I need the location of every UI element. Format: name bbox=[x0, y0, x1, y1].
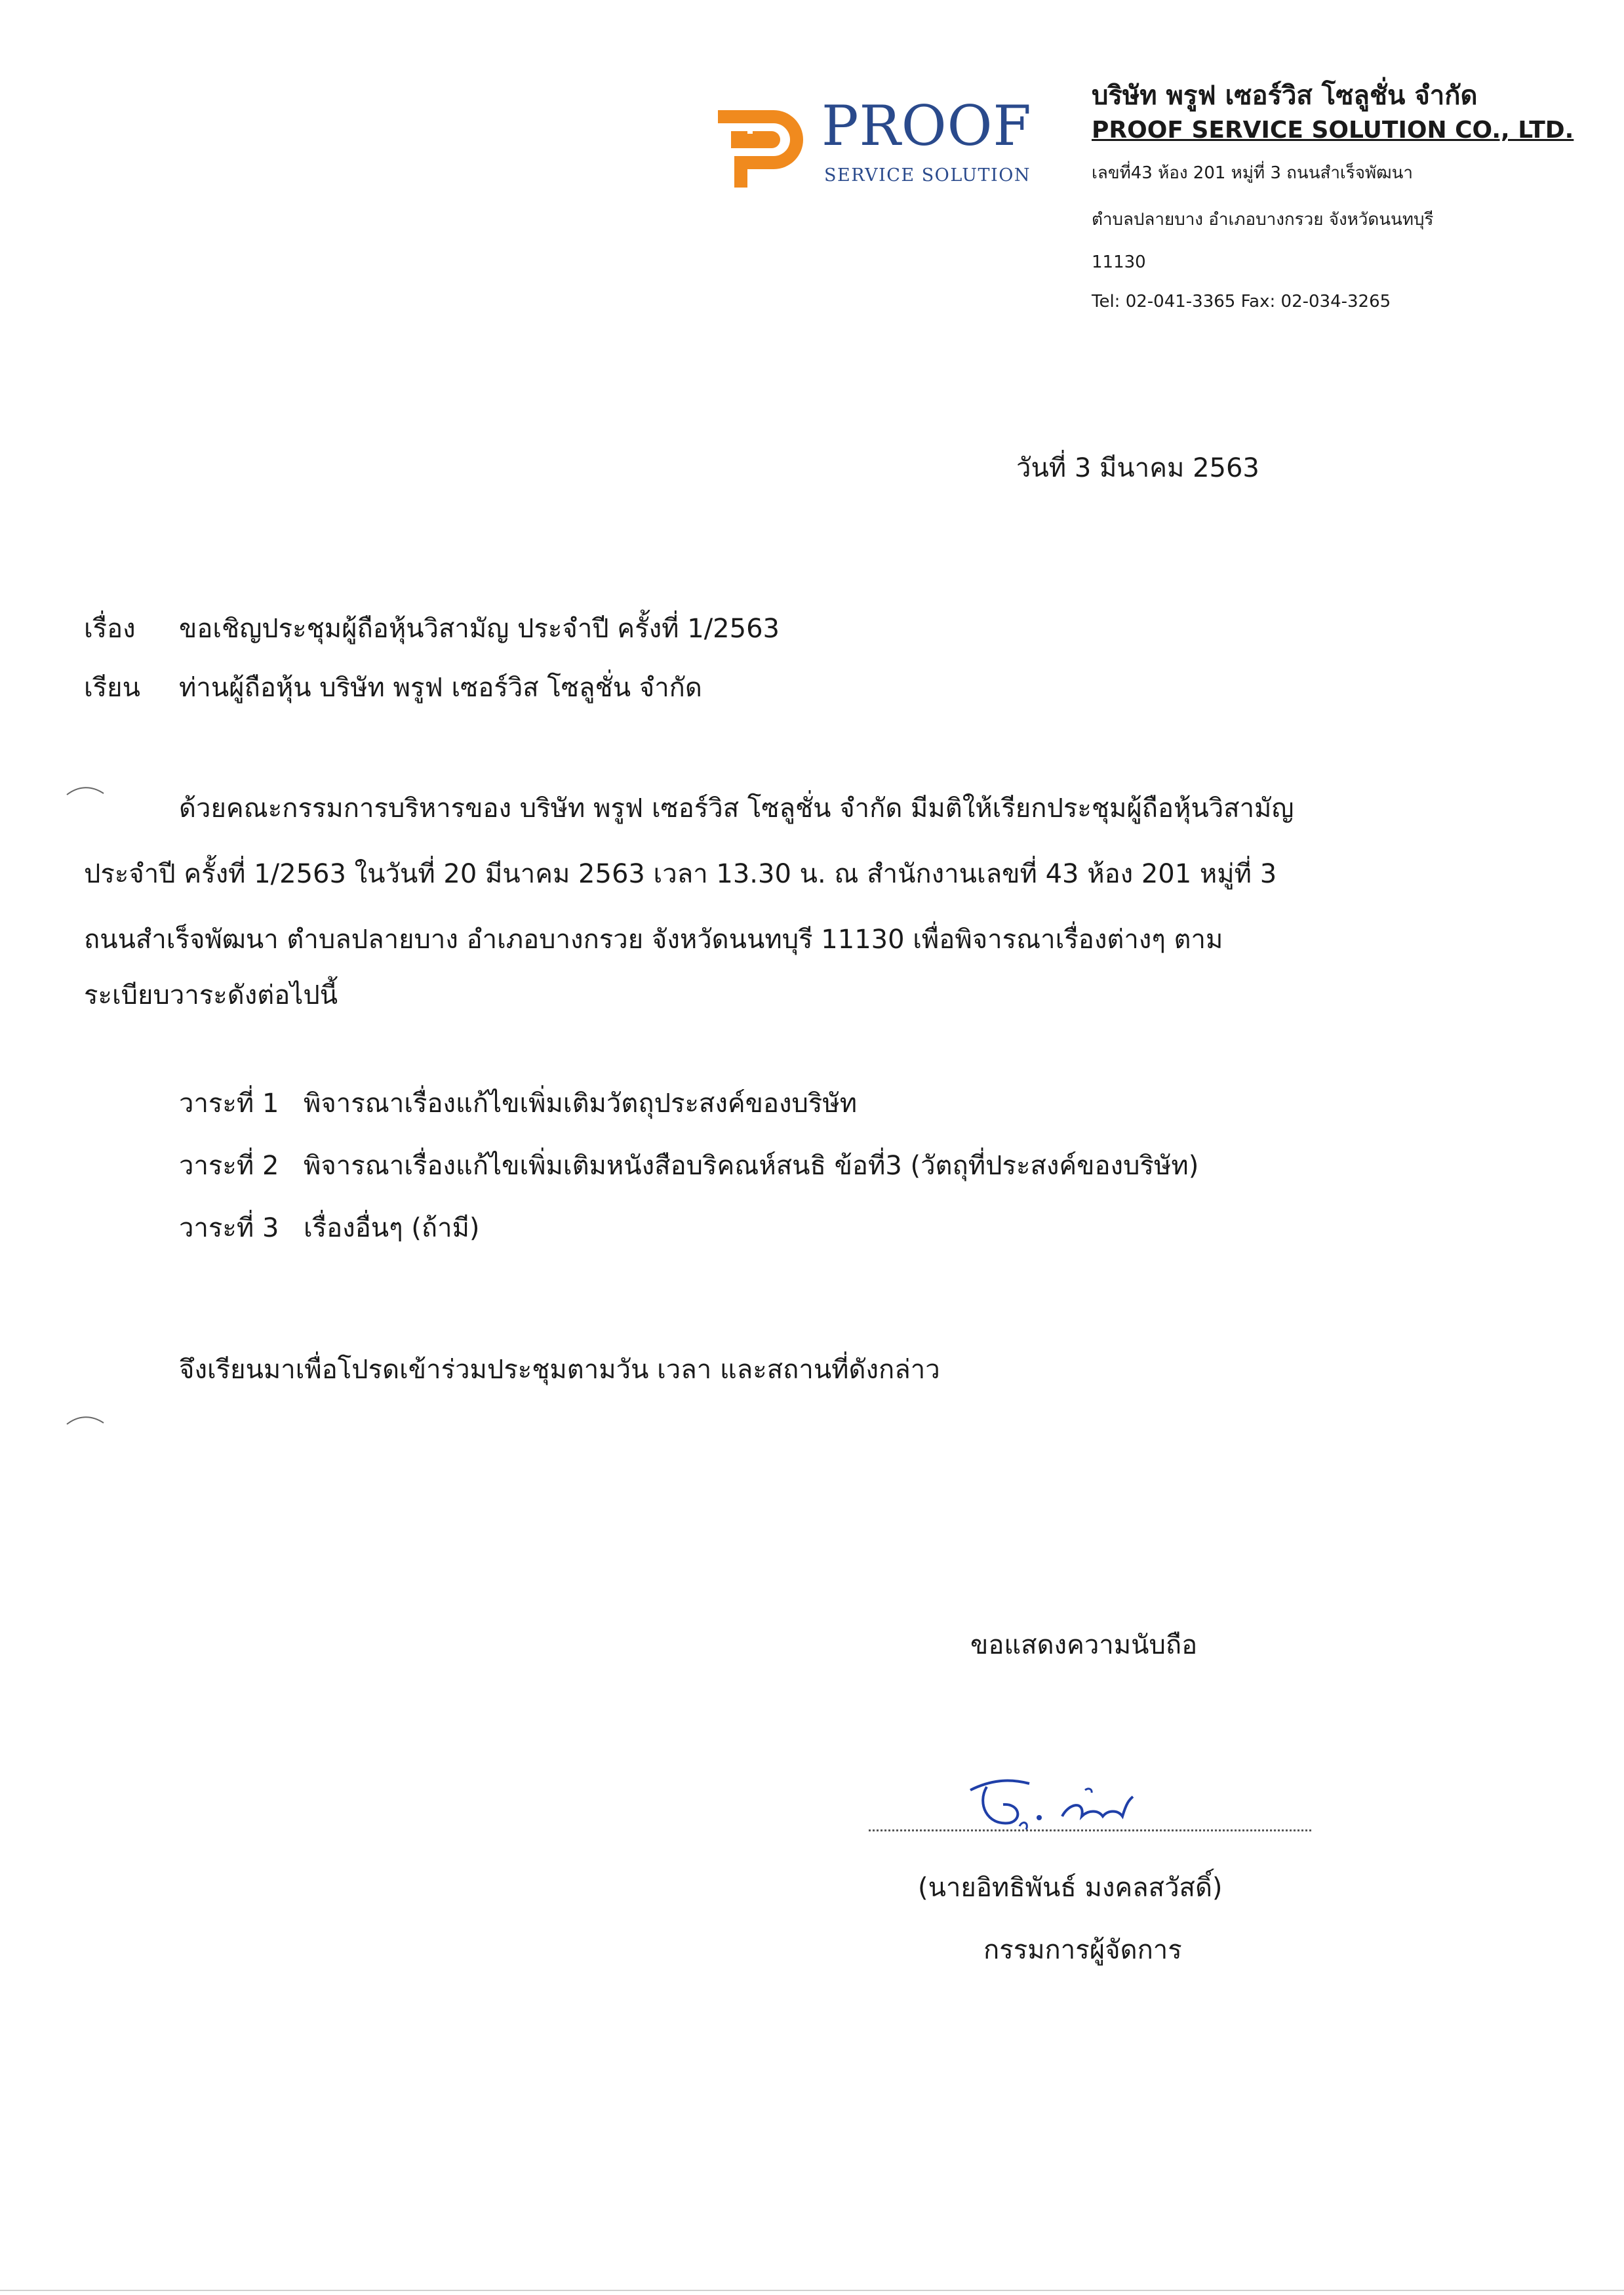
letter-date: วันที่ 3 มีนาคม 2563 bbox=[1016, 453, 1259, 483]
company-contact: Tel: 02-041-3365 Fax: 02-034-3265 bbox=[1092, 292, 1391, 311]
company-name-english: PROOF SERVICE SOLUTION CO., LTD. bbox=[1092, 117, 1574, 144]
company-logo bbox=[711, 94, 1032, 190]
closing-sentence: จึงเรียนมาเพื่อโปรดเข้าร่วมประชุมตามวัน เวลา และสถานที่ดังกล่าว bbox=[179, 1355, 940, 1385]
agenda-item bbox=[179, 1082, 857, 1124]
scan-edge-line bbox=[0, 2290, 1624, 2291]
punch-mark bbox=[66, 780, 105, 800]
agenda-label: วาระที่ 1 bbox=[179, 1088, 279, 1119]
company-address-line-2: ตำบลปลายบาง อำเภอบางกรวย จังหวัดนนทบุรี bbox=[1092, 210, 1434, 230]
body-line-3: ถนนสำเร็จพัฒนา ตำบลปลายบาง อำเภอบางกรวย จังหวัดนนทบุรี 11130 เพื่อพิจารณาเรื่องต่างๆ ตาม bbox=[84, 925, 1223, 955]
subject-label: เรื่อง bbox=[84, 614, 136, 644]
company-postcode: 11130 bbox=[1092, 252, 1146, 272]
agenda-item bbox=[179, 1207, 480, 1248]
agenda-item bbox=[179, 1144, 1198, 1186]
recipient-label: เรียน bbox=[84, 673, 140, 703]
company-header bbox=[1092, 79, 1590, 311]
body-line-1: ด้วยคณะกรรมการบริหารของ บริษัท พรูฟ เซอร์วิส โซลูชั่น จำกัด มีมติให้เรียกประชุมผู้ถือหุ้นวิสามัญ bbox=[179, 793, 1294, 824]
body-line-2: ประจำปี ครั้งที่ 1/2563 ในวันที่ 20 มีนาคม 2563 เวลา 13.30 น. ณ สำนักงานเลขที่ 43 ห้อง 201 หมู่ที่ 3 bbox=[84, 859, 1277, 889]
company-address-line-1: เลขที่43 ห้อง 201 หมู่ที่ 3 ถนนสำเร็จพัฒนา bbox=[1092, 163, 1414, 183]
proof-p-icon bbox=[711, 104, 816, 189]
regards-text: ขอแสดงความนับถือ bbox=[970, 1630, 1198, 1660]
signature-line bbox=[869, 1829, 1311, 1831]
signer-position: กรรมการผู้จัดการ bbox=[983, 1935, 1182, 1965]
logo-tagline: SERVICE SOLUTION bbox=[824, 165, 1031, 186]
agenda-text: เรื่องอื่นๆ (ถ้ามี) bbox=[304, 1213, 480, 1243]
company-name-thai: บริษัท พรูฟ เซอร์วิส โซลูชั่น จำกัด bbox=[1092, 81, 1478, 111]
signer-name: (นายอิทธิพันธ์ มงคลสวัสดิ์) bbox=[918, 1873, 1223, 1903]
recipient-text: ท่านผู้ถือหุ้น บริษัท พรูฟ เซอร์วิส โซลูชั่น จำกัด bbox=[179, 673, 702, 703]
agenda-label: วาระที่ 3 bbox=[179, 1213, 279, 1243]
agenda-text: พิจารณาเรื่องแก้ไขเพิ่มเติมหนังสือบริคณห์สนธิ ข้อที่3 (วัตถุที่ประสงค์ของบริษัท) bbox=[304, 1151, 1199, 1181]
punch-mark bbox=[66, 1410, 105, 1429]
agenda-text: พิจารณาเรื่องแก้ไขเพิ่มเติมวัตถุประสงค์ของบริษัท bbox=[304, 1088, 858, 1119]
body-line-4: ระเบียบวาระดังต่อไปนี้ bbox=[84, 980, 338, 1010]
subject-text: ขอเชิญประชุมผู้ถือหุ้นวิสามัญ ประจำปี ครั้งที่ 1/2563 bbox=[179, 614, 780, 644]
logo-wordmark: PROOF bbox=[822, 94, 1032, 158]
agenda-label: วาระที่ 2 bbox=[179, 1151, 279, 1181]
